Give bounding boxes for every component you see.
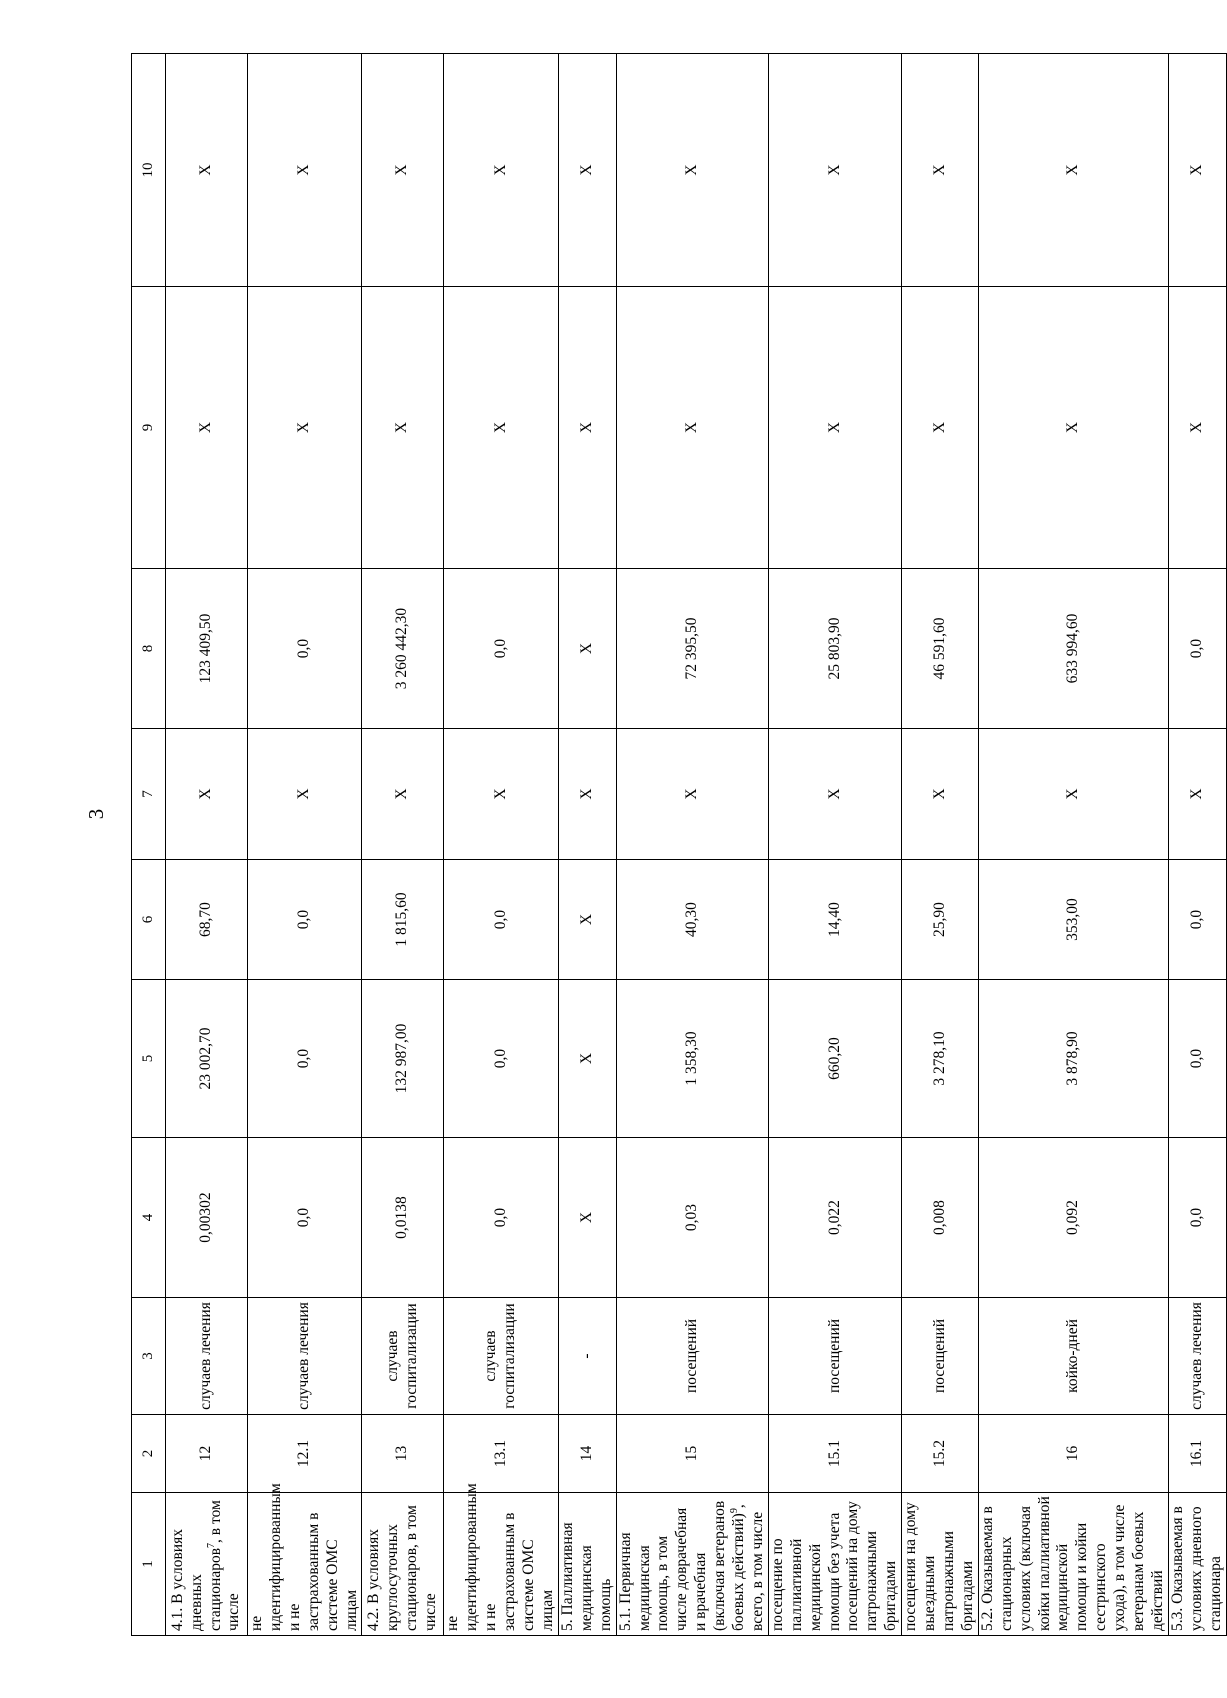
row-label: 4.2. В условиях круглосуточных стационаров, в том числе bbox=[365, 1505, 439, 1631]
table-cell-col2: 13.1 bbox=[444, 1415, 558, 1493]
row-label: 5. Паллиативная медицинская помощь bbox=[558, 1522, 614, 1631]
table-cell-col4: 0,00302 bbox=[166, 1138, 248, 1298]
table-cell-col2: 15.1 bbox=[768, 1415, 901, 1493]
table-cell-col9: Х bbox=[362, 287, 444, 569]
table-cell-col7: Х bbox=[978, 729, 1168, 860]
table-cell-col10: Х bbox=[362, 54, 444, 287]
row-label-cell bbox=[768, 1493, 901, 1636]
table-cell-col4: 0,008 bbox=[902, 1138, 979, 1298]
table-cell-col2: 12 bbox=[166, 1415, 248, 1493]
header-cell: 9 bbox=[132, 287, 166, 569]
table-cell-col2: 12.1 bbox=[248, 1415, 362, 1493]
table-cell-col10: Х bbox=[978, 54, 1168, 287]
row-label-cell bbox=[978, 1493, 1168, 1636]
table-row bbox=[362, 54, 444, 1636]
table-cell-col10: Х bbox=[1168, 54, 1226, 287]
table-cell-col7: Х bbox=[558, 729, 616, 860]
footnote-mark: 7 bbox=[205, 1542, 217, 1548]
footnote-mark: 9 bbox=[728, 1508, 740, 1514]
table-cell-col4: Х bbox=[558, 1138, 616, 1298]
table-cell-col5: 0,0 bbox=[1168, 980, 1226, 1138]
table-cell-col10: Х bbox=[166, 54, 248, 287]
row-label-cell bbox=[558, 1493, 616, 1636]
table-cell-col8: 0,0 bbox=[444, 569, 558, 729]
row-label-cell bbox=[1168, 1493, 1226, 1636]
header-cell: 2 bbox=[132, 1415, 166, 1493]
table-cell-col3: - bbox=[558, 1298, 616, 1415]
row-label-tail: , в том числе bbox=[206, 1500, 243, 1631]
table-cell-col4: 0,0 bbox=[444, 1138, 558, 1298]
table-row bbox=[166, 54, 248, 1636]
row-label-cell bbox=[902, 1493, 979, 1636]
table-cell-col3: случаев лечения bbox=[1168, 1298, 1226, 1415]
table-row bbox=[902, 54, 979, 1636]
table-cell-col10: Х bbox=[248, 54, 362, 287]
row-label: 5.2. Оказываемая в стационарных условиях (включая койки паллиативной медицинской помощи и койки сестринского ухода), в том числе ветеранам боевых действий bbox=[978, 1496, 1166, 1631]
table-cell-col10: Х bbox=[768, 54, 901, 287]
table-cell-col4: 0,03 bbox=[616, 1138, 768, 1298]
table-body bbox=[166, 54, 1227, 1636]
table-cell-col6: 353,00 bbox=[978, 860, 1168, 980]
table-cell-col5: 132 987,00 bbox=[362, 980, 444, 1138]
table-cell-col5: 0,0 bbox=[248, 980, 362, 1138]
table-cell-col8: 46 591,60 bbox=[902, 569, 979, 729]
table-cell-col5: 0,0 bbox=[444, 980, 558, 1138]
table-cell-col3: случаев лечения bbox=[166, 1298, 248, 1415]
table-cell-col4: 0,022 bbox=[768, 1138, 901, 1298]
row-label-cell bbox=[616, 1493, 768, 1636]
table-cell-col9: Х bbox=[616, 287, 768, 569]
row-label-cell bbox=[362, 1493, 444, 1636]
table-cell-col10: Х bbox=[444, 54, 558, 287]
table-cell-col9: Х bbox=[902, 287, 979, 569]
table-cell-col6: 68,70 bbox=[166, 860, 248, 980]
table-cell-col7: Х bbox=[444, 729, 558, 860]
table-cell-col8: 3 260 442,30 bbox=[362, 569, 444, 729]
rotated-table-container bbox=[131, 54, 1224, 1636]
table-cell-col3: койко-дней bbox=[978, 1298, 1168, 1415]
table-cell-col3: случаев лечения bbox=[248, 1298, 362, 1415]
row-label: не идентифицированным и не застрахованным в системе ОМС лицам bbox=[248, 1483, 360, 1631]
table-cell-col8: 0,0 bbox=[248, 569, 362, 729]
table-cell-col7: Х bbox=[166, 729, 248, 860]
header-cell: 7 bbox=[132, 729, 166, 860]
row-label-cell bbox=[444, 1483, 558, 1636]
table-cell-col10: Х bbox=[558, 54, 616, 287]
table-row bbox=[558, 54, 616, 1636]
page-number: 3 bbox=[84, 808, 108, 820]
table-row bbox=[616, 54, 768, 1636]
row-label: 4.1. В условиях дневных стационаров bbox=[168, 1529, 224, 1631]
table-cell-col2: 16 bbox=[978, 1415, 1168, 1493]
table-cell-col9: Х bbox=[558, 287, 616, 569]
table-cell-col4: 0,0 bbox=[1168, 1138, 1226, 1298]
table-cell-col4: 0,0 bbox=[248, 1138, 362, 1298]
table-cell-col7: Х bbox=[362, 729, 444, 860]
table-cell-col6: 40,30 bbox=[616, 860, 768, 980]
table-cell-col6: 1 815,60 bbox=[362, 860, 444, 980]
row-label: 5.3. Оказываемая в условиях дневного стационара bbox=[1168, 1506, 1224, 1631]
table-cell-col7: Х bbox=[768, 729, 901, 860]
table-cell-col7: Х bbox=[248, 729, 362, 860]
table-cell-col4: 0,092 bbox=[978, 1138, 1168, 1298]
table-row bbox=[1168, 54, 1226, 1636]
table-cell-col9: Х bbox=[444, 287, 558, 569]
table-cell-col3: случаев госпитализации bbox=[444, 1298, 558, 1415]
table-cell-col7: Х bbox=[1168, 729, 1226, 860]
table-cell-col5: 1 358,30 bbox=[616, 980, 768, 1138]
header-row bbox=[132, 54, 166, 1636]
table-cell-col6: Х bbox=[558, 860, 616, 980]
table-row bbox=[444, 54, 558, 1636]
header-cell: 10 bbox=[132, 54, 166, 287]
table-row bbox=[248, 54, 362, 1636]
row-label-tail: , всего, в том числе bbox=[730, 1504, 766, 1631]
header-cell: 3 bbox=[132, 1298, 166, 1415]
table-cell-col2: 13 bbox=[362, 1415, 444, 1493]
table-cell-col7: Х bbox=[616, 729, 768, 860]
table-cell-col7: Х bbox=[902, 729, 979, 860]
table-cell-col8: 0,0 bbox=[1168, 569, 1226, 729]
table-cell-col9: Х bbox=[978, 287, 1168, 569]
table-cell-col3: посещений bbox=[616, 1298, 768, 1415]
table-cell-col9: Х bbox=[1168, 287, 1226, 569]
table-cell-col5: 3 878,90 bbox=[978, 980, 1168, 1138]
row-label: посещения на дому выездными патронажными бригадами bbox=[902, 1502, 976, 1631]
table-cell-col5: Х bbox=[558, 980, 616, 1138]
table-cell-col8: 72 395,50 bbox=[616, 569, 768, 729]
data-table bbox=[131, 53, 1227, 1636]
header-cell: 6 bbox=[132, 860, 166, 980]
table-cell-col9: Х bbox=[166, 287, 248, 569]
table-cell-col6: 0,0 bbox=[248, 860, 362, 980]
table-cell-col2: 16.1 bbox=[1168, 1415, 1226, 1493]
row-label: 5.1. Первичная медицинская помощь, в том числе доврачебная и врачебная (включая ветеранов боевых действий) bbox=[616, 1500, 748, 1631]
table-cell-col9: Х bbox=[768, 287, 901, 569]
table-cell-col2: 15.2 bbox=[902, 1415, 979, 1493]
table-cell-col4: 0,0138 bbox=[362, 1138, 444, 1298]
table-cell-col5: 660,20 bbox=[768, 980, 901, 1138]
table-cell-col8: 633 994,60 bbox=[978, 569, 1168, 729]
header-cell: 5 bbox=[132, 980, 166, 1138]
table-cell-col2: 15 bbox=[616, 1415, 768, 1493]
row-label-cell bbox=[248, 1483, 362, 1636]
table-cell-col6: 0,0 bbox=[1168, 860, 1226, 980]
row-label: посещение по паллиативной медицинской помощи без учета посещений на дому патронажными бригадами bbox=[768, 1501, 900, 1631]
table-cell-col5: 23 002,70 bbox=[166, 980, 248, 1138]
table-cell-col2: 14 bbox=[558, 1415, 616, 1493]
table-cell-col8: 25 803,90 bbox=[768, 569, 901, 729]
table-cell-col6: 25,90 bbox=[902, 860, 979, 980]
table-cell-col8: Х bbox=[558, 569, 616, 729]
table-cell-col6: 14,40 bbox=[768, 860, 901, 980]
table-cell-col3: посещений bbox=[768, 1298, 901, 1415]
header-cell: 8 bbox=[132, 569, 166, 729]
table-cell-col8: 123 409,50 bbox=[166, 569, 248, 729]
table-cell-col9: Х bbox=[248, 287, 362, 569]
row-label: не идентифицированным и не застрахованным в системе ОМС лицам bbox=[444, 1483, 556, 1631]
table-cell-col5: 3 278,10 bbox=[902, 980, 979, 1138]
table-cell-col10: Х bbox=[902, 54, 979, 287]
table-cell-col6: 0,0 bbox=[444, 860, 558, 980]
table-cell-col3: случаев госпитализации bbox=[362, 1298, 444, 1415]
header-cell: 4 bbox=[132, 1138, 166, 1298]
table-cell-col10: Х bbox=[616, 54, 768, 287]
table-row bbox=[978, 54, 1168, 1636]
row-label-cell bbox=[166, 1493, 248, 1636]
table-cell-col3: посещений bbox=[902, 1298, 979, 1415]
header-cell: 1 bbox=[132, 1493, 166, 1636]
table-row bbox=[768, 54, 901, 1636]
